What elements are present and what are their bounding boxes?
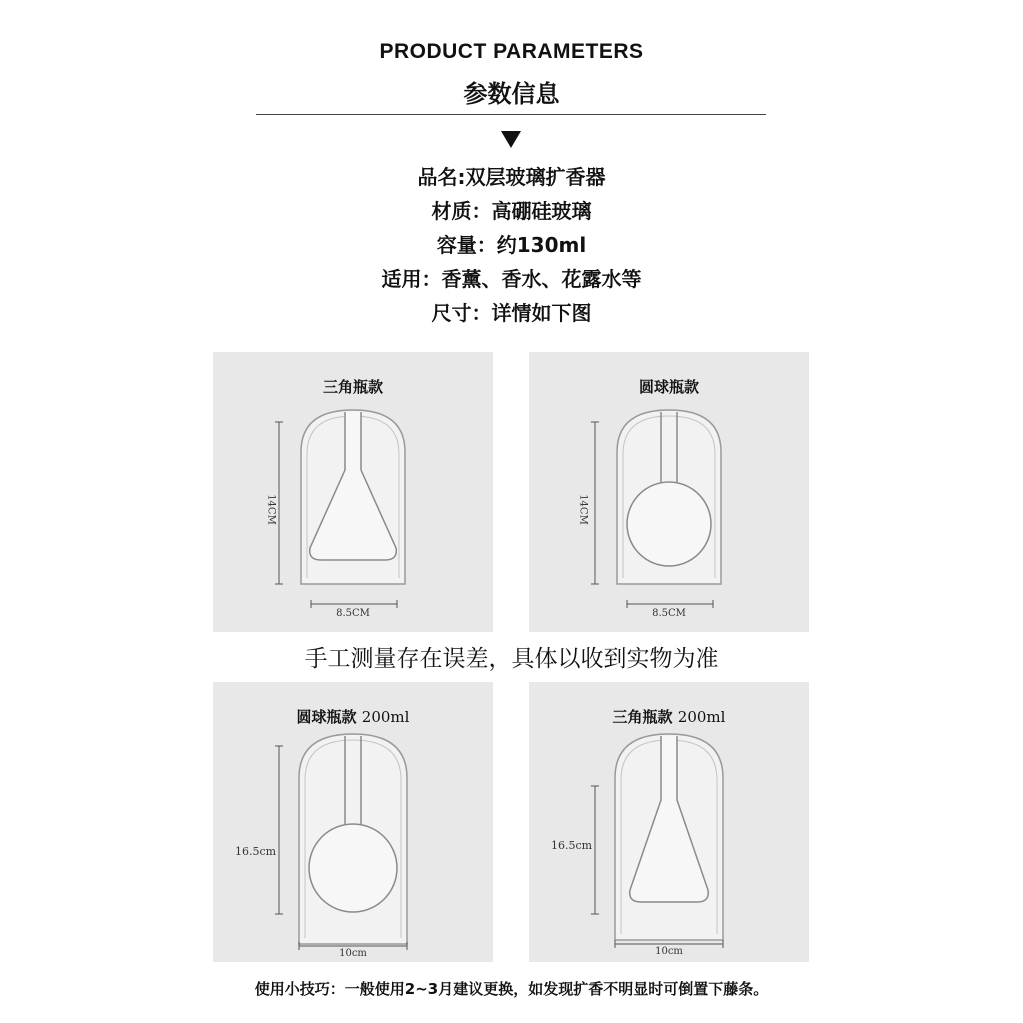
width-label: 10cm [655,946,683,957]
panel-triangle-small [213,352,493,632]
spec-material: 材质：高硼硅玻璃 [431,199,592,223]
height-label: 14CM [265,494,277,525]
panel-round-large [213,682,493,962]
panel-triangle-large [529,682,809,962]
spec-product-name: 品名:双层玻璃扩香器 [417,165,606,189]
title-chinese: 参数信息 [463,80,560,108]
width-label: 10cm [339,948,367,959]
down-triangle-icon [501,131,521,148]
width-label: 8.5CM [336,608,370,619]
height-label: 16.5cm [235,845,277,858]
spec-size: 尺寸：详情如下图 [431,301,592,325]
panel-title: 三角瓶款 200ml [612,708,726,726]
panel-round-small [529,352,809,632]
spec-list [0,160,1023,330]
measurement-note: 手工测量存在误差，具体以收到实物为准 [304,646,719,672]
width-label: 8.5CM [652,608,686,619]
spec-usage: 适用：香薰、香水、花露水等 [381,267,642,291]
title-english: PRODUCT PARAMETERS [379,40,644,63]
spec-capacity: 容量：约130ml [436,233,587,257]
panel-title: 圆球瓶款 200ml [296,708,410,726]
panel-title: 三角瓶款 [322,378,383,396]
usage-tip: 使用小技巧：一般使用2~3月建议更换，如发现扩香不明显时可倒置下藤条。 [254,980,769,998]
height-label: 14CM [577,494,589,525]
panel-title: 圆球瓶款 [638,378,699,396]
divider-line [256,114,766,115]
height-label: 16.5cm [551,839,593,852]
